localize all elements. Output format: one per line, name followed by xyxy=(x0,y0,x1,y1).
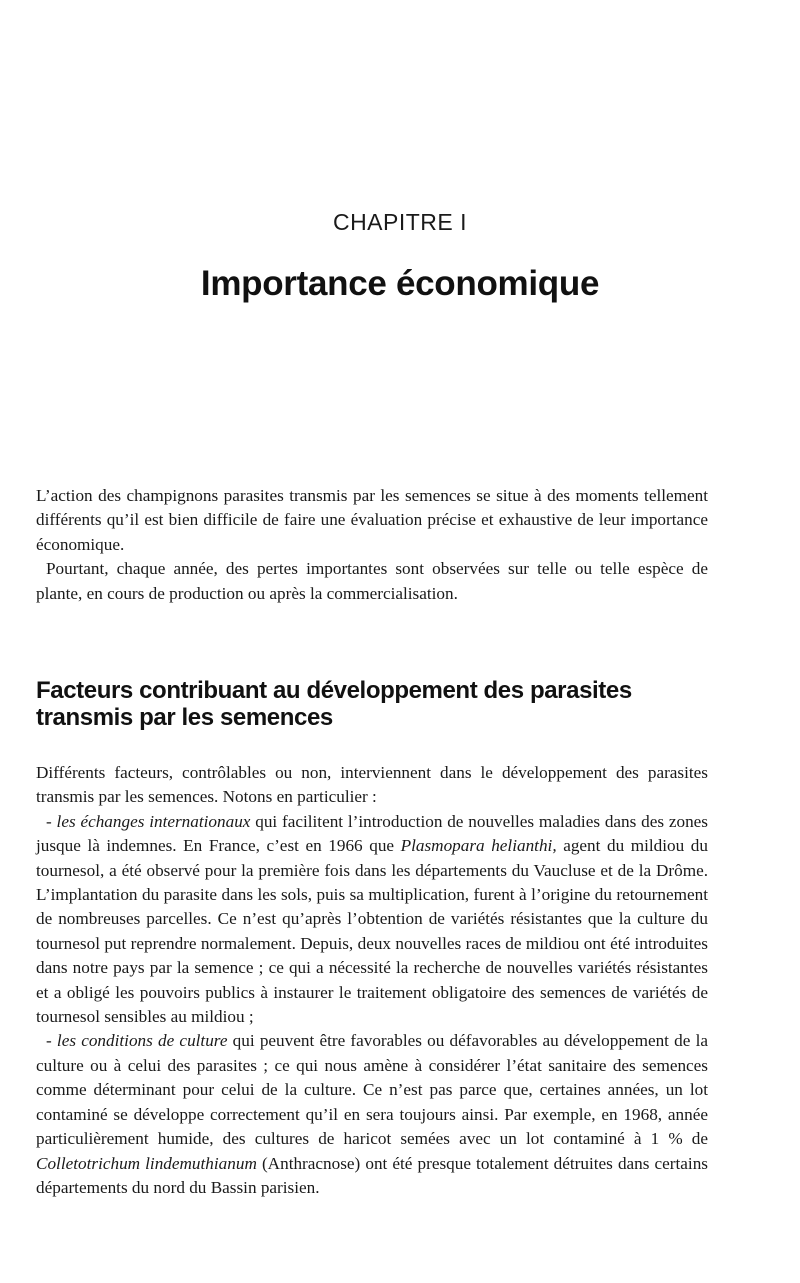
list-term: les échanges internationaux xyxy=(56,811,251,831)
section-heading-line-2: transmis par les semences xyxy=(36,704,333,731)
list-dash: - xyxy=(46,811,57,831)
intro-block xyxy=(36,484,708,606)
intro-paragraph-2: Pourtant, chaque année, des pertes importantes sont observées sur telle ou telle espèce de plante, en cours de production ou après la commercialisation. xyxy=(36,559,708,603)
chapter-title: Importance économique xyxy=(200,264,600,303)
intro-paragraph-1: L’action des champignons parasites transmis par les semences se situe à des moments tellement différents qu’il est bien difficile de faire une évaluation précise et exhaustive de leur importance économique. xyxy=(36,486,708,554)
chapter-label: CHAPITRE I xyxy=(332,209,468,235)
species-name: Colletotrichum lindemuthianum xyxy=(36,1153,257,1173)
section-paragraph-1: Différents facteurs, contrôlables ou non, interviennent dans le développement des parasites transmis par les semences. Notons en particulier : xyxy=(36,763,708,807)
section-heading-line-1: Facteurs contribuant au développement des parasites xyxy=(36,677,632,704)
section-heading xyxy=(36,677,708,731)
list-text: (Anthracnose) ont été presque totalement détruites dans certains départements du nord du Bassin parisien. xyxy=(36,1153,708,1197)
list-item-international-exchanges xyxy=(36,810,708,1030)
list-item-culture-conditions xyxy=(36,1029,708,1200)
list-text: agent du mildiou du tournesol, a été observé pour la première fois dans les départements du Vaucluse et de la Drôme. L’implantation du parasite dans les sols, puis sa multiplication, furent à l’origine du retournement de nombreuses parcelles. Ce n’est qu’après l’obtention de variétés résistantes que la culture du tournesol put reprendre normalement. Depuis, deux nouvelles races de mildiou ont été introduites dans notre pays par la semence ; ce qui a nécessité la recherche de nouvelles variétés résistantes et a obligé les pouvoirs publics à instaurer le traitement obligatoire des semences de variétés de tournesol sensibles au mildiou ; xyxy=(36,836,708,1027)
list-text: qui peuvent être favorables ou défavorables au développement de la culture ou à celui des parasites ; ce qui nous amène à considérer l’état sanitaire des semences comme déterminant pour celui de la culture. Ce n’est pas parce que, certaines années, un lot contaminé se développe correctement qu’il en sera toujours ainsi. Par exemple, en 1968, année particulièrement humide, des cultures de haricot semées avec un lot contaminé à 1 % de xyxy=(36,1031,708,1149)
section-factors xyxy=(36,677,708,1200)
list-term: les conditions de culture xyxy=(56,1031,228,1051)
species-name: Plasmopara helianthi, xyxy=(400,836,557,856)
list-text: qui facilitent l’introduction de nouvelles maladies dans des zones jusque là indemnes. En France, c’est en 1966 que xyxy=(36,811,708,856)
list-dash: - xyxy=(46,1031,57,1051)
